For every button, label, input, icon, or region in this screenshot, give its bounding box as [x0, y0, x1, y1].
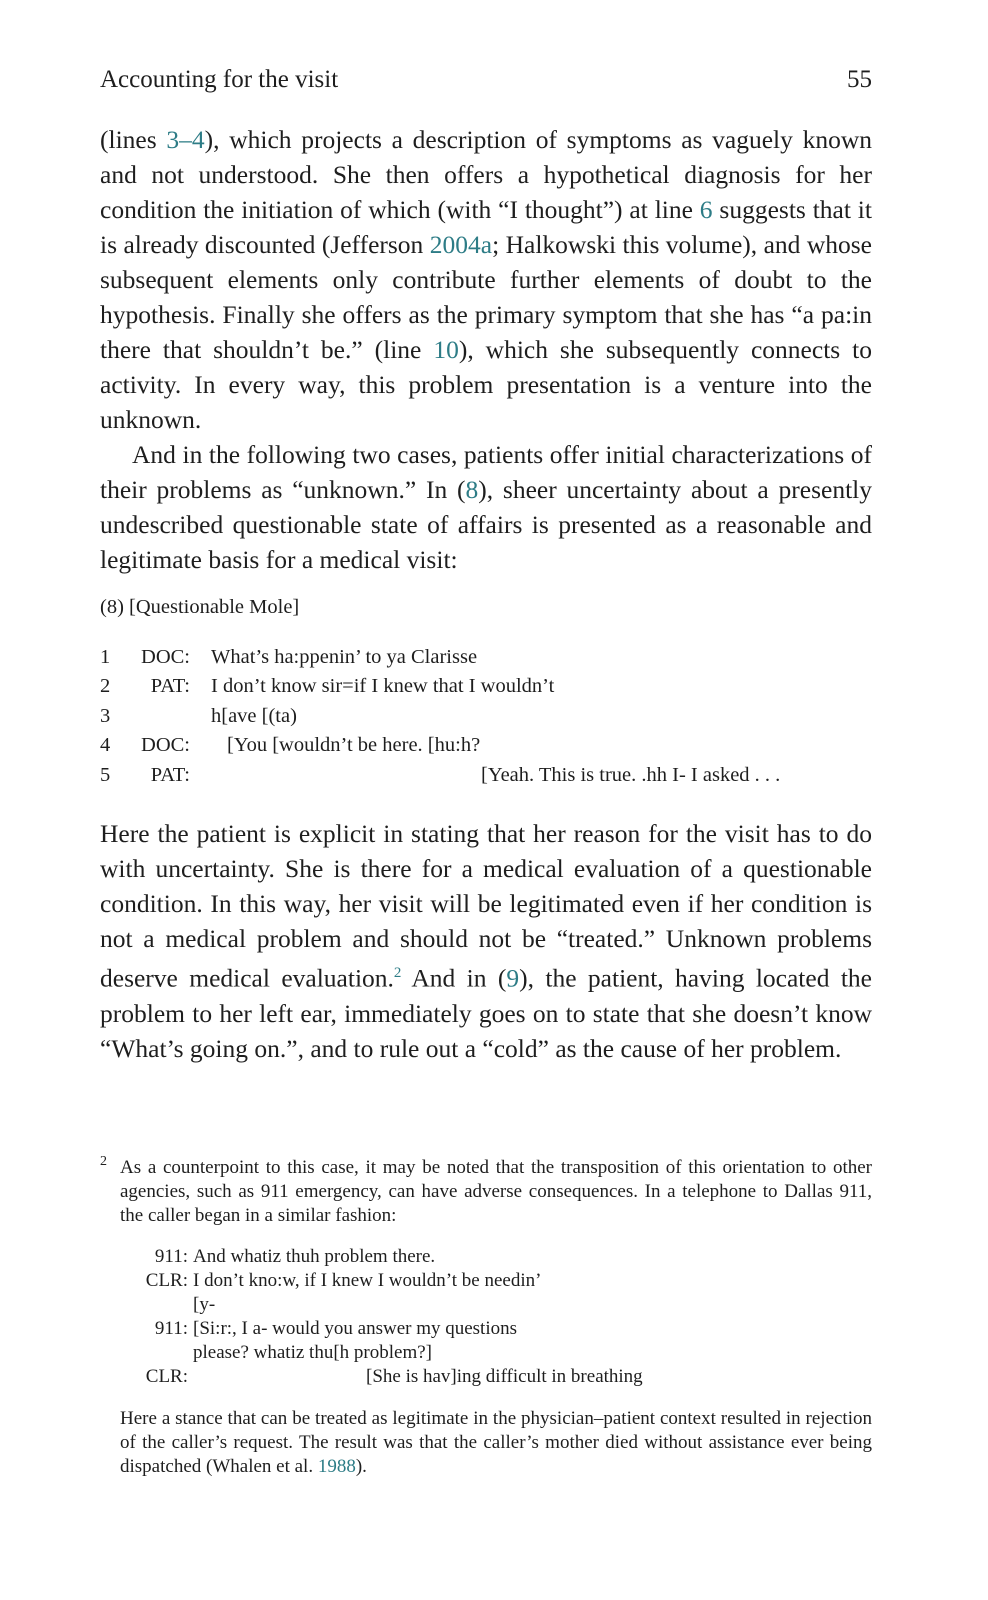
paragraph-2: And in the following two cases, patients offer initial characterizations of their problems as “unknown.” In (8), sheer uncertainty about a presently undescribed questionable state of affairs is presented as a reasonable and legitimate basis for a medical visit: [100, 440, 872, 574]
line-number: 5 [100, 763, 111, 786]
example-link[interactable]: 8 [465, 475, 479, 504]
example-link[interactable]: 9 [506, 963, 520, 993]
utterance: I don’t know sir=if I knew that I wouldn’t [211, 675, 555, 698]
footnote-transcript [118, 1246, 818, 1390]
utterance: [You [wouldn’t be here. [hu:h? [227, 734, 481, 757]
speaker: 911: [154, 1318, 188, 1339]
citation-link[interactable]: 1988 [317, 1456, 356, 1477]
transcript-line [100, 764, 890, 793]
main-text-continued [100, 816, 872, 1066]
utterance: I don’t kno:w, if I knew I wouldn’t be needin’ [193, 1270, 542, 1291]
footnote-closing-text: Here a stance that can be treated as legitimate in the physician–patient context resulted in rejection of the caller’s request. The result was that the caller’s mother died without assistance ever being dispatched (Whalen et al. 1988). [120, 1408, 872, 1477]
transcript-line [100, 646, 890, 675]
running-title: Accounting for the visit [100, 66, 339, 93]
speaker: 911: [154, 1246, 188, 1267]
footnote-closing [120, 1407, 872, 1479]
running-header [100, 66, 872, 94]
footnote-mark: 2 [100, 1154, 107, 1169]
speaker: CLR: [145, 1366, 188, 1387]
page-number: 55 [847, 66, 872, 93]
utterance: please? whatiz thu[h problem?] [193, 1342, 432, 1363]
speaker: DOC: [141, 646, 190, 668]
speaker: CLR: [145, 1270, 188, 1291]
line-number: 1 [100, 646, 111, 668]
utterance: What’s ha:ppenin’ to ya Clarisse [211, 646, 478, 668]
transcript-line [118, 1318, 818, 1342]
line-link[interactable]: 10 [433, 335, 459, 364]
line-number: 2 [100, 675, 111, 698]
paragraph-3: Here the patient is explicit in stating that her reason for the visit has to do with uncertainty. She is there for a medical evaluation of a questionable condition. In this way, her visit will be legitimated even if her condition is not a medical problem and should not be “treated.” Unknown problems deserve medical evaluation.$^2$ And in (9), the patient, having located the problem to her left ear, immediately goes on to state that she doesn’t know “What’s going on.”, and to rule out a “cold” as the cause of her problem. [100, 819, 872, 1063]
utterance: [y- [193, 1294, 216, 1315]
line-link[interactable]: 3–4 [166, 125, 205, 154]
transcript-line [100, 734, 890, 763]
main-text [100, 122, 872, 577]
example-label: (8) [Questionable Mole] [100, 596, 300, 618]
transcript-line [118, 1366, 818, 1390]
utterance: [Yeah. This is true. .hh I- I asked . . . [481, 763, 781, 786]
utterance: [Si:r:, I a- would you answer my questions [193, 1318, 518, 1339]
transcript-line [100, 675, 890, 704]
transcript-line [118, 1342, 818, 1366]
transcript-example [100, 646, 890, 793]
speaker: PAT: [150, 763, 190, 786]
footnote-ref[interactable]: 2 [393, 965, 402, 981]
speaker: PAT: [150, 675, 190, 698]
line-number: 3 [100, 704, 111, 727]
transcript-line [118, 1270, 818, 1294]
transcript-line [100, 705, 890, 734]
transcript-line [118, 1294, 818, 1318]
transcript-line [118, 1246, 818, 1270]
utterance: h[ave [(ta) [211, 704, 297, 727]
footnote-text: As a counterpoint to this case, it may be noted that the transposition of this orientation to other agencies, such as 911 emergency, can have adverse consequences. In a telephone to Dallas 911, the caller began in a similar fashion: [120, 1157, 872, 1226]
paragraph-1: (lines 3–4), which projects a description of symptoms as vaguely known and not understood. She then offers a hypothetical diagnosis for her condition the initiation of which (with “I thought”) at line 6 suggests that it is already discounted (Jefferson 2004a; Halkowski this volume), and whose subsequent elements only contribute further elements of doubt to the hypothesis. Finally she offers as the primary symptom that she has “a pa:in there that shouldn’t be.” (line 10), which she subsequently connects to activity. In every way, this problem presentation is a venture into the unknown. [100, 125, 872, 434]
citation-link[interactable]: 2004a [429, 230, 493, 259]
utterance: And whatiz thuh problem there. [193, 1246, 436, 1267]
line-number: 4 [100, 734, 111, 757]
utterance: [She is hav]ing difficult in breathing [366, 1366, 643, 1387]
line-link[interactable]: 6 [699, 195, 713, 224]
footnote [100, 1156, 872, 1228]
speaker: DOC: [141, 734, 190, 757]
